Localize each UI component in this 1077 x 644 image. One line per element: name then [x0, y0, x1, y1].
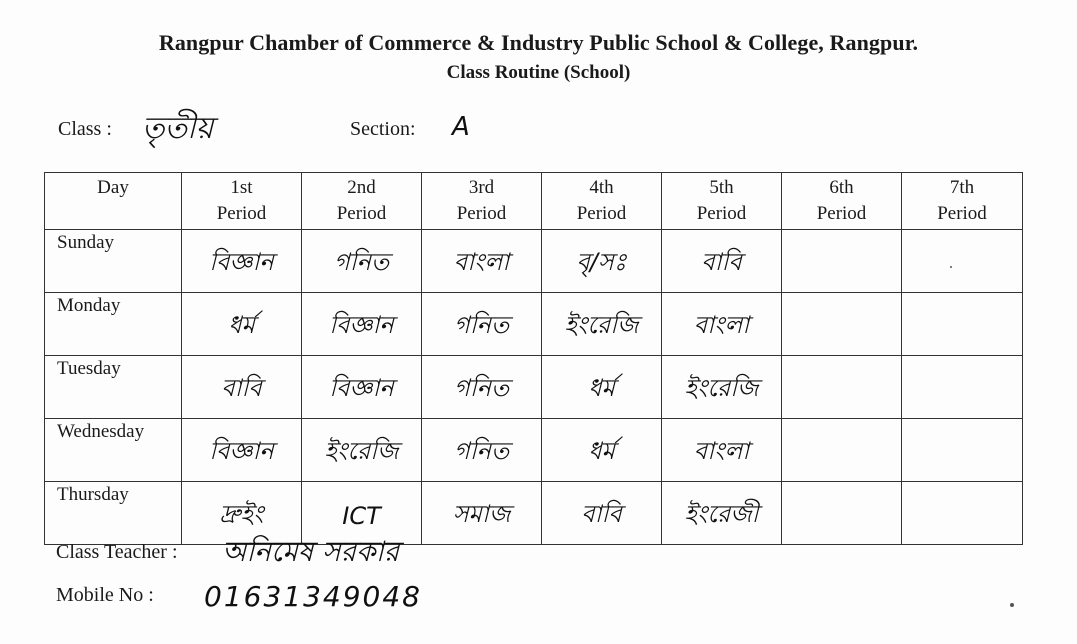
subject-cell [782, 230, 902, 293]
section-label: Section: [350, 118, 416, 140]
class-value: তৃতীয় [142, 111, 214, 146]
mobile-label: Mobile No : [56, 584, 154, 606]
school-title: Rangpur Chamber of Commerce & Industry Public School & College, Rangpur. [158, 30, 919, 55]
subject-cell [782, 293, 902, 356]
subject-cell: সমাজ [422, 482, 542, 545]
ink-speck [950, 266, 952, 268]
period-header-3: 3rd Period [422, 173, 542, 230]
subject-cell: বিজ্ঞান [302, 293, 422, 356]
subject-cell [782, 356, 902, 419]
subject-cell: ধর্ম [182, 293, 302, 356]
class-teacher-value: অনিমেষ সরকার [222, 535, 400, 568]
subject-cell: বিজ্ঞান [182, 230, 302, 293]
subject-cell: ইংরেজি [302, 419, 422, 482]
subject-cell: গনিত [422, 419, 542, 482]
subject-cell: বাবি [662, 230, 782, 293]
section-value: A [452, 112, 470, 142]
day-cell: Thursday [45, 482, 182, 545]
subject-cell: ধর্ম [542, 419, 662, 482]
subject-cell [902, 482, 1023, 545]
period-header-7: 7th Period [902, 173, 1023, 230]
subject-cell: গনিত [422, 293, 542, 356]
subject-cell: বাবি [182, 356, 302, 419]
subject-cell: বাংলা [662, 419, 782, 482]
subject-cell: ধর্ম [542, 356, 662, 419]
subject-cell: বাবি [542, 482, 662, 545]
subject-cell: ইংরেজি [542, 293, 662, 356]
subject-cell: বিজ্ঞান [302, 356, 422, 419]
row-tuesday [45, 356, 1023, 419]
subject-cell: ইংরেজী [662, 482, 782, 545]
class-label: Class : [58, 118, 112, 140]
subject-cell [902, 356, 1023, 419]
day-header: Day [45, 173, 182, 230]
ink-speck [1010, 603, 1014, 607]
subject-cell [902, 230, 1023, 293]
subject-cell: দ্রুইং [182, 482, 302, 545]
subject-cell: বাংলা [422, 230, 542, 293]
routine-table [44, 172, 1023, 545]
period-header-4: 4th Period [542, 173, 662, 230]
day-cell: Wednesday [45, 419, 182, 482]
day-cell: Sunday [45, 230, 182, 293]
period-header-6: 6th Period [782, 173, 902, 230]
period-header-2: 2nd Period [302, 173, 422, 230]
subject-cell: গনিত [422, 356, 542, 419]
subject-cell [902, 293, 1023, 356]
subject-cell [782, 482, 902, 545]
subject-cell [782, 419, 902, 482]
subject-cell: বাংলা [662, 293, 782, 356]
subject-cell: গনিত [302, 230, 422, 293]
period-header-5: 5th Period [662, 173, 782, 230]
subject-cell: বিজ্ঞান [182, 419, 302, 482]
row-monday [45, 293, 1023, 356]
period-header-1: 1st Period [182, 173, 302, 230]
row-wednesday [45, 419, 1023, 482]
routine-subtitle: Class Routine (School) [446, 62, 631, 83]
class-teacher-label: Class Teacher : [56, 541, 178, 563]
subject-cell: ইংরেজি [662, 356, 782, 419]
subject-cell: বৃ/সঃ [542, 230, 662, 293]
mobile-value: 01631349048 [204, 580, 422, 613]
row-thursday [45, 482, 1023, 545]
row-sunday [45, 230, 1023, 293]
day-cell: Tuesday [45, 356, 182, 419]
subject-cell: ICT [302, 482, 422, 545]
subject-cell [902, 419, 1023, 482]
day-cell: Monday [45, 293, 182, 356]
header-row [45, 173, 1023, 230]
